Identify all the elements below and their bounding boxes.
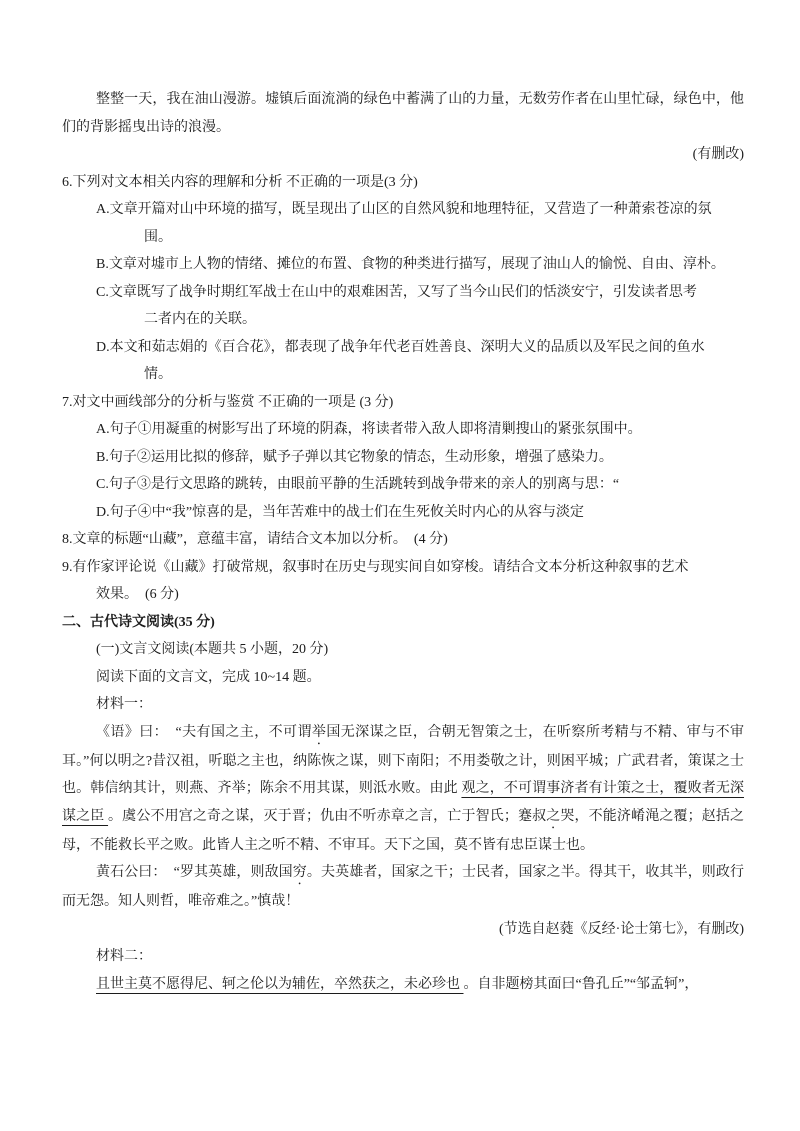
question-9-stem <box>62 554 744 609</box>
question-6-option-c <box>62 279 744 334</box>
classical-text: 国无深谋之臣，合朝无智策之士，在听察所考精与不精、审与不审耳。”何以明之?昔汉祖，听聪之主也，纳陈恢之谋，则下南阳；不用娄敬之计，则困平城；广武君者，策谋之士也。韩信纳其计，则燕、齐举；陈余不用其谋，则泜水败。由此 <box>62 724 745 796</box>
question-7-option-d: D.句子④中“我”惊喜的是，当年苦难中的战士们在生死攸关时内心的从容与淡定 <box>96 504 585 520</box>
section-heading: 二、古代诗文阅读(35 分) <box>62 614 215 630</box>
material-1-paragraph-1 <box>62 719 744 860</box>
question-7-option-a: A.句子①用凝重的树影写出了环境的阴森，将读者带入敌人即将清剿搜山的紧张氛围中。 <box>96 422 642 437</box>
subsection-heading: (一)文言文阅读(本题共 5 小题，20 分) <box>96 642 329 657</box>
option-text-line: D.本文和茹志娟的《百合花》，都表现了战争年代老百姓善良、深明大义的品质以及军民之间的鱼水 <box>96 339 705 355</box>
page-content <box>62 86 744 998</box>
opening-paragraph: 整整一天，我在油山漫游。墟镇后面流淌的绿色中蓄满了山的力量，无数劳作者在山里忙碌，绿色中，他们的背影摇曳出诗的浪漫。 <box>62 92 744 135</box>
classical-text: 哭，不能济崤渑之覆；赵括之母，不能救长平之败。此皆人主之听不精、不审耳。天下之国，莫不皆有忠臣谋士也。 <box>62 808 745 853</box>
option-text-line: C.文章既写了战争时期红军战士在山中的艰难困苦，又写了当今山民们的恬淡安宁，引发读者思考 <box>96 284 697 300</box>
material-2-label: 材料二： <box>96 949 152 964</box>
question-6-stem: 6.下列对文本相关内容的理解和分析 不正确的一项是(3 分) <box>62 174 418 190</box>
question-text-line: 效果。 (6 分) <box>96 587 179 602</box>
question-text-line: 9.有作家评论说《山藏》打破常规，叙事时在历史与现实间自如穿梭。请结合文本分析这种叙事的艺术 <box>62 559 689 575</box>
question-7-stem: 7.对文中画线部分的分析与鉴赏 不正确的一项是 (3 分) <box>62 394 394 410</box>
option-text-line: 围。 <box>144 229 172 245</box>
question-6-option-b: B.文章对墟市上人物的情绪、摊位的布置、食物的种类进行描写，展现了油山人的愉悦、自由、淳朴。 <box>96 257 725 272</box>
option-text-line: A.文章开篇对山中环境的描写，既呈现出了山区的自然风貌和地理特征，又营造了一种萧索苍凉的氛 <box>96 202 712 217</box>
emphasis-dot-char: 举 <box>311 724 327 740</box>
classical-text: 黄石公曰： “罗其英雄，则敌国 <box>96 865 293 880</box>
classical-text: 《语》曰： “夫有国之主，不可谓 <box>96 724 312 740</box>
option-text-line: 情。 <box>144 367 172 382</box>
question-7-option-c: C.句子③是行文思路的跳转，由眼前平静的生活跳转到战争带来的亲人的别离与思：“ <box>96 477 620 492</box>
underlined-passage: 且世主莫不愿得尼、轲之伦以为辅佐，卒然获之，未必珍也 <box>96 976 464 992</box>
classical-text: 。夫英雄者，国家之干；士民者，国家之半。得其干，收其半，则政行而无怨。知人则哲，唯帝难之。”慎哉！ <box>62 865 745 909</box>
question-6-option-d <box>62 334 744 389</box>
classical-text: 。自非题榜其面曰“鲁孔丘”“邹孟轲”， <box>463 976 699 992</box>
material-1-paragraph-2 <box>62 859 744 916</box>
emphasis-dot-char: 之 <box>546 808 561 824</box>
question-8-stem: 8.文章的标题“山藏”，意蕴丰富，请结合文本加以分析。 (4 分) <box>62 532 448 547</box>
underlined-passage: 观之，不可谓事济者有计策之士，覆败者无深谋之臣 <box>62 781 745 824</box>
option-text-line: 二者内在的关联。 <box>144 312 256 327</box>
classical-text: 。虞公不用宫之奇之谋，灭于晋；仇由不听赤章之言，亡于智氏；蹇叔 <box>108 808 547 824</box>
material-1-label: 材料一： <box>96 697 152 712</box>
material-2-paragraph <box>62 971 744 999</box>
question-6-option-a <box>62 196 744 251</box>
revision-note: (有删改) <box>692 147 744 162</box>
emphasis-dot-char: 穷 <box>292 865 307 880</box>
question-7-option-b: B.句子②运用比拟的修辞，赋予子弹以其它物象的情态，生动形象，增强了感染力。 <box>96 449 613 465</box>
source-attribution: (节选自赵蕤《反经·论士第七》，有删改) <box>499 921 744 937</box>
reading-instruction: 阅读下面的文言文，完成 10~14 题。 <box>96 669 321 685</box>
